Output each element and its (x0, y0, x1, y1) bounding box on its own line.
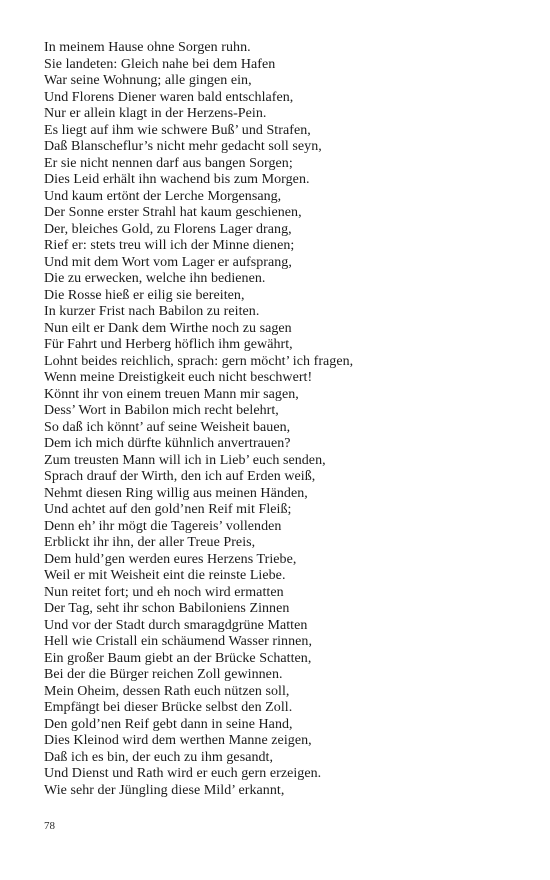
verse-line: Dem huld’gen werden eures Herzens Triebe, (44, 551, 297, 567)
verse-line: Nun reitet fort; und eh noch wird ermatten (44, 584, 284, 600)
verse-line: Und kaum ertönt der Lerche Morgensang, (44, 188, 282, 204)
verse-line: Erblickt ihr ihn, der aller Treue Preis, (44, 535, 256, 550)
verse-line: Und achtet auf den gold’nen Reif mit Fleiß; (44, 502, 292, 517)
verse-line: Dem ich mich dürfte kühnlich anvertrauen? (44, 436, 291, 451)
verse-line: Es liegt auf ihm wie schwere Buß’ und Strafen, (44, 122, 311, 138)
verse-line: Die Rosse hieß er eilig sie bereiten, (44, 287, 245, 303)
verse-line: Zum treusten Mann will ich in Lieb’ euch senden, (44, 452, 326, 468)
verse-line: Wenn meine Dreistigkeit euch nicht beschwert! (44, 370, 313, 385)
verse-line: Könnt ihr von einem treuen Mann mir sagen, (44, 386, 299, 402)
verse-line: Dess’ Wort in Babilon mich recht belehrt, (44, 403, 279, 418)
verse-line: Und mit dem Wort vom Lager er aufsprang, (44, 254, 292, 270)
verse-line: Und Florens Diener waren bald entschlafen, (44, 89, 294, 105)
verse-line: Daß Blanscheflur’s nicht mehr gedacht soll seyn, (44, 139, 322, 154)
verse-line: Und Dienst und Rath wird er euch gern erzeigen. (44, 766, 322, 781)
verse-line: Wie sehr der Jüngling diese Mild’ erkannt, (44, 782, 285, 798)
verse-line: Lohnt beides reichlich, sprach: gern möcht’ ich fragen, (44, 353, 354, 369)
page-number: 78 (44, 820, 55, 832)
verse-text (44, 40, 524, 799)
verse-line: Empfängt bei dieser Brücke selbst den Zoll. (44, 700, 293, 715)
verse-line: Nun eilt er Dank dem Wirthe noch zu sagen (44, 320, 292, 336)
verse-line: Denn eh’ ihr mögt die Tagereis’ vollenden (44, 518, 282, 534)
verse-line: In kurzer Frist nach Babilon zu reiten. (44, 304, 260, 319)
verse-line: Der, bleiches Gold, zu Florens Lager drang, (44, 221, 292, 237)
verse-line: Ein großer Baum giebt an der Brücke Schatten, (44, 650, 312, 666)
verse-line: Der Tag, seht ihr schon Babiloniens Zinnen (44, 601, 290, 616)
verse-line: Hell wie Cristall ein schäumend Wasser rinnen, (44, 634, 313, 649)
verse-line: Sie landeten: Gleich nahe bei dem Hafen (44, 56, 276, 72)
verse-line: Den gold’nen Reif gebt dann in seine Hand, (44, 716, 293, 732)
verse-line: Rief er: stets treu will ich der Minne dienen; (44, 238, 295, 253)
verse-line: Für Fahrt und Herberg höflich ihm gewährt, (44, 337, 293, 352)
verse-line: Dies Kleinod wird dem werthen Manne zeigen, (44, 733, 312, 748)
verse-line: Und vor der Stadt durch smaragdgrüne Matten (44, 617, 308, 633)
verse-line: Er sie nicht nennen darf aus bangen Sorgen; (44, 155, 293, 171)
verse-line: Daß ich es bin, der euch zu ihm gesandt, (44, 749, 274, 765)
verse-line: Nehmt diesen Ring willig aus meinen Händen, (44, 485, 308, 501)
verse-line: Mein Oheim, dessen Rath euch nützen soll, (44, 683, 290, 699)
verse-line: Weil er mit Weisheit eint die reinste Liebe. (44, 568, 286, 583)
verse-line: Dies Leid erhält ihn wachend bis zum Morgen. (44, 172, 310, 187)
verse-line: Nur er allein klagt in der Herzens-Pein. (44, 106, 267, 121)
verse-line: Sprach drauf der Wirth, den ich auf Erden weiß, (44, 469, 316, 484)
verse-line: Bei der die Bürger reichen Zoll gewinnen. (44, 667, 283, 682)
verse-line: War seine Wohnung; alle gingen ein, (44, 73, 252, 88)
verse-line: Die zu erwecken, welche ihn bedienen. (44, 271, 266, 286)
verse-line: So daß ich könnt’ auf seine Weisheit bauen, (44, 419, 291, 435)
verse-line: Der Sonne erster Strahl hat kaum geschienen, (44, 205, 302, 220)
verse-line: In meinem Hause ohne Sorgen ruhn. (44, 40, 251, 55)
